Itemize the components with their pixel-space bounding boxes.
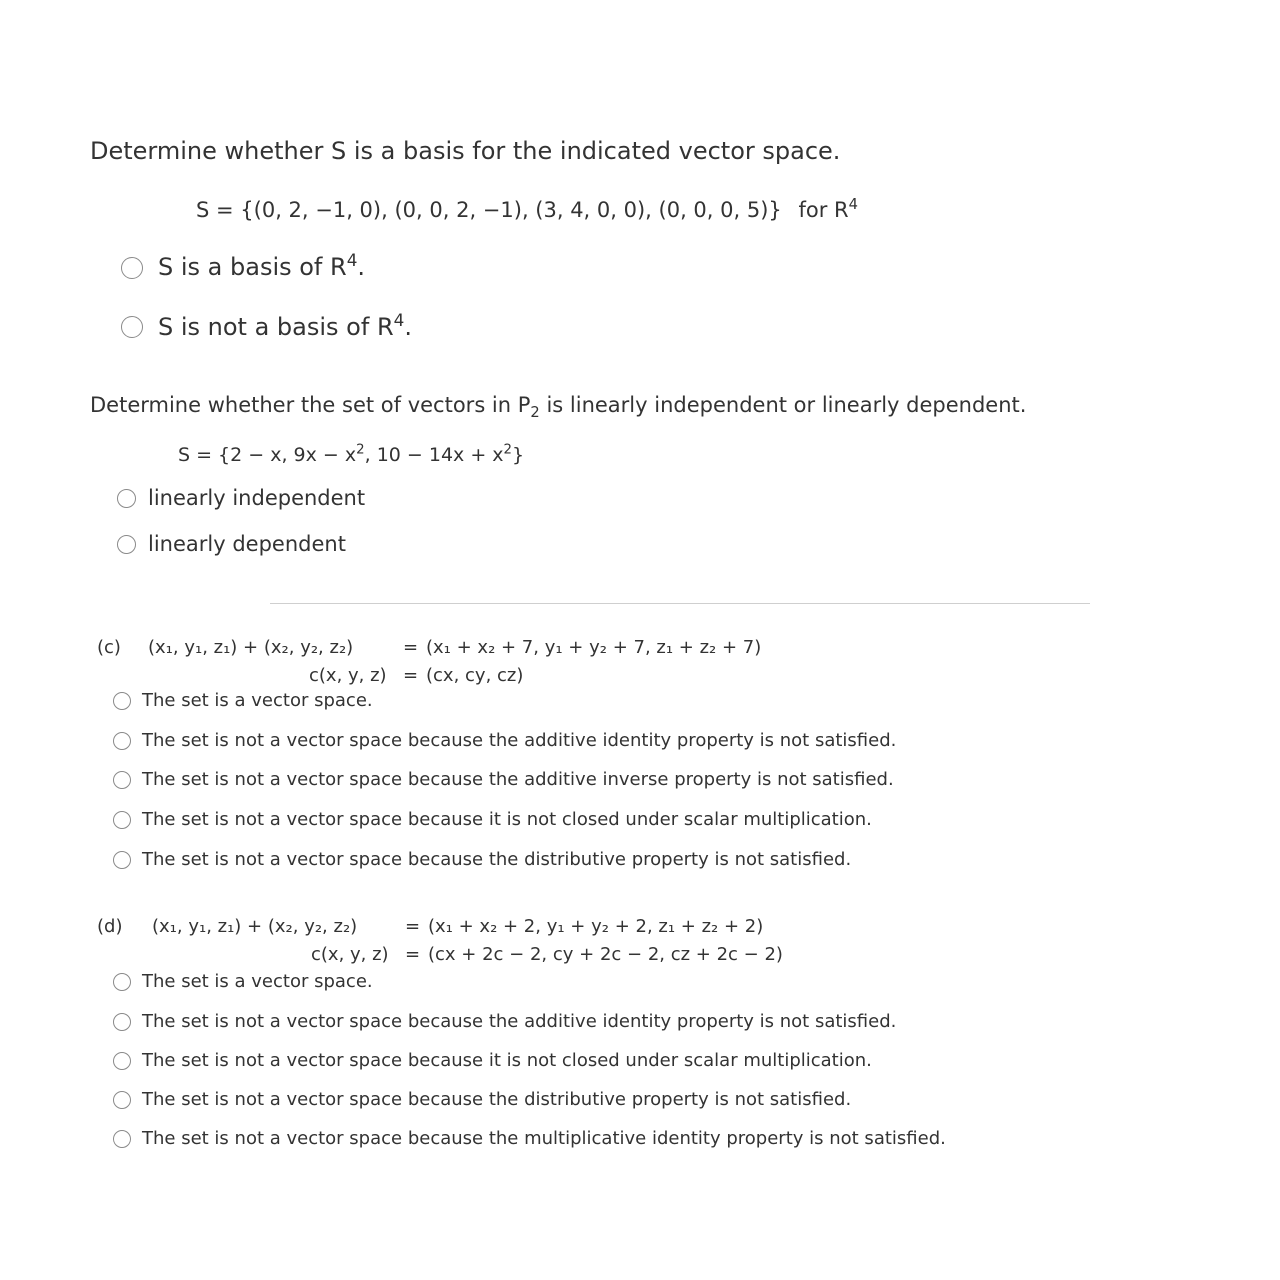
qd-option-radio-2[interactable] xyxy=(113,1013,131,1031)
q1-set: S = {(0, 2, −1, 0), (0, 0, 2, −1), (3, 4, 0, 0), (0, 0, 0, 5)} xyxy=(196,198,782,222)
q1-space-exp: 4 xyxy=(848,196,858,213)
qd-mul-rhs: (cx + 2c − 2, cy + 2c − 2, cz + 2c − 2) xyxy=(428,944,783,965)
qc-option-label-1[interactable]: The set is a vector space. xyxy=(142,690,373,711)
qd-mul-lhs: c(x, y, z) xyxy=(311,944,389,965)
qd-option-radio-1[interactable] xyxy=(113,973,131,991)
qc-option-label-4[interactable]: The set is not a vector space because it is not closed under scalar multiplication. xyxy=(142,809,872,830)
qc-mul-equals: = xyxy=(403,665,419,686)
q1-option-label-not-basis[interactable]: S is not a basis of $R^4$. xyxy=(158,310,412,341)
q1-space-label: for R xyxy=(798,198,849,222)
q2-option-radio-independent[interactable] xyxy=(117,489,136,508)
qd-option-label-4[interactable]: The set is not a vector space because the distributive property is not satisfied. xyxy=(142,1089,852,1110)
qc-add-lhs: (x₁, y₁, z₁) + (x₂, y₂, z₂) xyxy=(148,637,354,658)
q2-option-label-dependent[interactable]: linearly dependent xyxy=(148,532,346,556)
qc-label: (c) xyxy=(97,637,121,658)
qc-option-label-2[interactable]: The set is not a vector space because the additive identity property is not satisfied. xyxy=(142,730,897,751)
qd-option-label-3[interactable]: The set is not a vector space because it is not closed under scalar multiplication. xyxy=(142,1050,872,1071)
qd-mul-equals: = xyxy=(405,944,421,965)
qc-mul-lhs: c(x, y, z) xyxy=(309,665,387,686)
qd-add-lhs: (x₁, y₁, z₁) + (x₂, y₂, z₂) xyxy=(152,916,358,937)
q1-prompt: Determine whether S is a basis for the indicated vector space. xyxy=(90,137,841,165)
q2-option-label-independent[interactable]: linearly independent xyxy=(148,486,366,510)
qc-option-radio-5[interactable] xyxy=(113,851,131,869)
qc-option-radio-4[interactable] xyxy=(113,811,131,829)
qc-option-label-3[interactable]: The set is not a vector space because the additive inverse property is not satisfied. xyxy=(142,769,894,790)
qc-add-equals: = xyxy=(403,637,419,658)
q1-set-expression xyxy=(196,198,858,222)
qd-option-label-5[interactable]: The set is not a vector space because the multiplicative identity property is not satisfied. xyxy=(142,1128,946,1149)
q1-option-label-basis[interactable]: S is a basis of $R^4$. xyxy=(158,250,366,281)
q1-option-radio-not-basis[interactable] xyxy=(121,316,143,338)
q1-option-radio-basis[interactable] xyxy=(121,257,143,279)
qc-add-rhs: (x₁ + x₂ + 7, y₁ + y₂ + 7, z₁ + z₂ + 7) xyxy=(426,637,762,658)
q2-option-radio-dependent[interactable] xyxy=(117,535,136,554)
qc-option-radio-1[interactable] xyxy=(113,692,131,710)
qd-add-rhs: (x₁ + x₂ + 2, y₁ + y₂ + 2, z₁ + z₂ + 2) xyxy=(428,916,764,937)
qc-option-label-5[interactable]: The set is not a vector space because the distributive property is not satisfied. xyxy=(142,849,852,870)
qd-add-equals: = xyxy=(405,916,421,937)
qc-mul-rhs: (cx, cy, cz) xyxy=(426,665,524,686)
q2-set-expression: S = {2 − x, $9x - x^2$, $10 - 14x + x^2$} xyxy=(178,442,525,466)
section-divider xyxy=(270,603,1090,604)
qd-option-radio-5[interactable] xyxy=(113,1130,131,1148)
qc-option-radio-3[interactable] xyxy=(113,771,131,789)
qd-label: (d) xyxy=(97,916,123,937)
qd-option-radio-3[interactable] xyxy=(113,1052,131,1070)
qc-option-radio-2[interactable] xyxy=(113,732,131,750)
q2-prompt: Determine whether the set of vectors in $P_2$ is linearly independent or linearly dependent. xyxy=(90,393,1027,422)
qd-option-radio-4[interactable] xyxy=(113,1091,131,1109)
qd-option-label-1[interactable]: The set is a vector space. xyxy=(142,971,373,992)
qd-option-label-2[interactable]: The set is not a vector space because the additive identity property is not satisfied. xyxy=(142,1011,897,1032)
